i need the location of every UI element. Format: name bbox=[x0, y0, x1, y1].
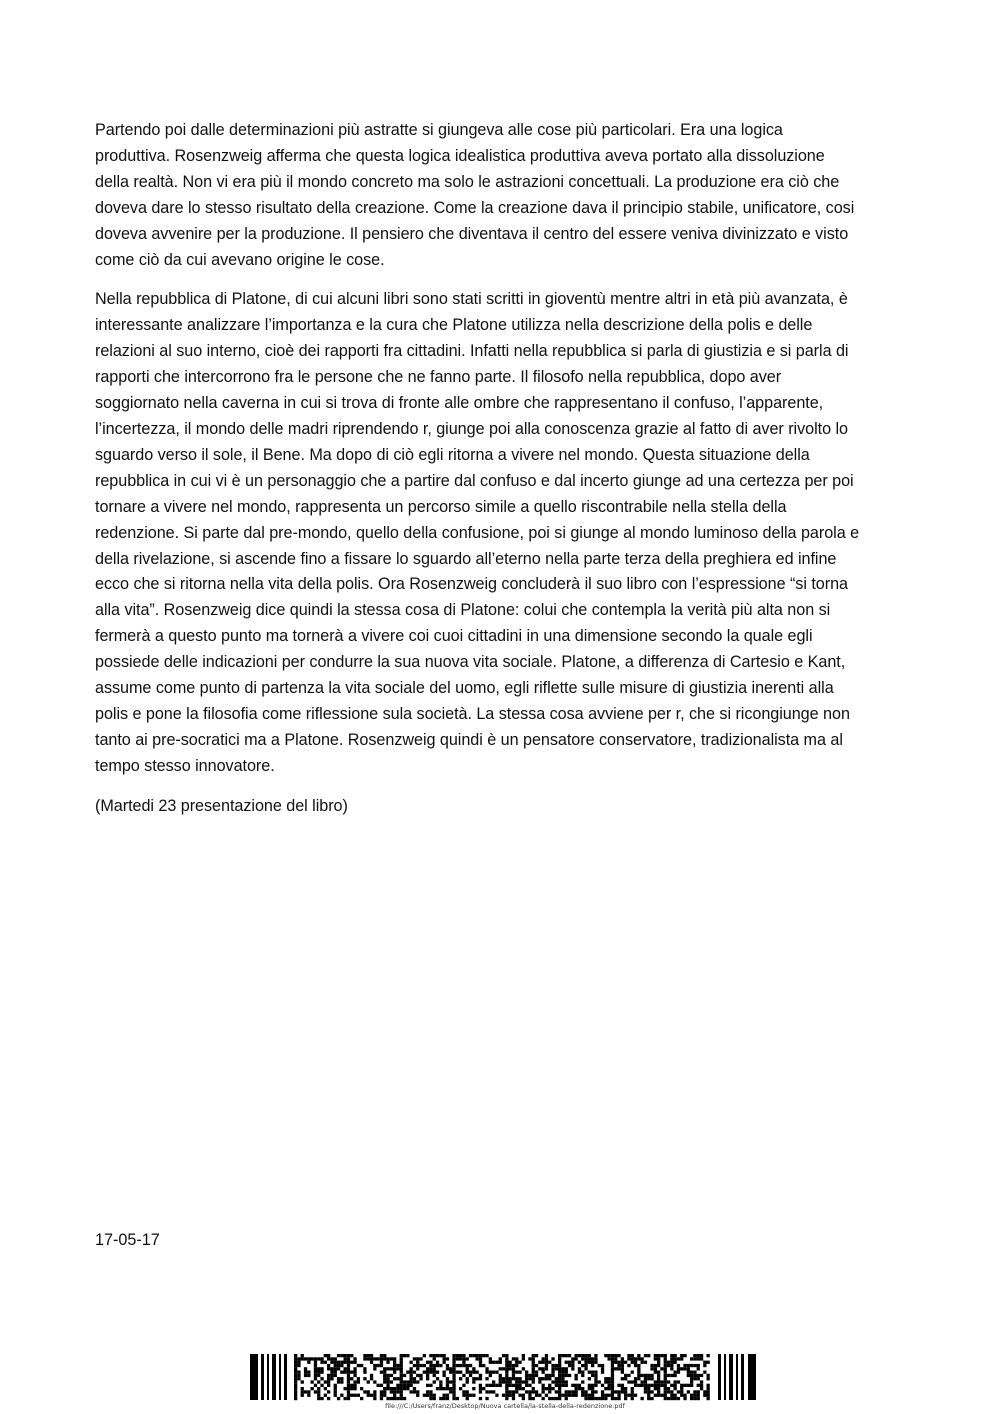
paragraph-3-note bbox=[95, 794, 903, 820]
text-line: redenzione. Si parte dal pre-mondo, quello della confusione, poi si giunge al mondo luminoso della parola e bbox=[95, 523, 860, 542]
text-line: interessante analizzare l’importanza e la cura che Platone utilizza nella descrizione della polis e delle bbox=[95, 316, 813, 335]
text-line: l’incertezza, il mondo delle madri riprendendo r, giunge poi alla conoscenza grazie al fatto di aver rivolto lo bbox=[95, 419, 848, 438]
text-line: tempo stesso innovatore. bbox=[95, 756, 275, 775]
text-line: relazioni al suo interno, cioè dei rapporti fra cittadini. Infatti nella repubblica si parla di giustizia e si parla di bbox=[95, 342, 849, 361]
text-line: ecco che si ritorna nella vita della polis. Ora Rosenzweig concluderà il suo libro con l’espressione “si torna bbox=[95, 575, 848, 594]
paragraph-1 bbox=[95, 118, 903, 273]
text-line: soggiornato nella caverna in cui si trova di fronte alle ombre che rappresentano il confuso, l’apparente, bbox=[95, 394, 824, 413]
text-line: polis e pone la filosofia come riflessione sula società. La stessa cosa avviene per r, che si ricongiunge non bbox=[95, 704, 850, 723]
text-line: fermerà a questo punto ma tornerà a vivere coi cuoi cittadini in una dimensione secondo la quale egli bbox=[95, 627, 813, 646]
text-line: alla vita”. Rosenzweig dice quindi la stessa cosa di Platone: colui che contempla la verità più alta non si bbox=[95, 601, 831, 620]
footer-file-path: file:///C:/Users/franz/Desktop/Nuova cartella/la-stella-della-redenzione.pdf bbox=[385, 1402, 625, 1410]
text-line: della realtà. Non vi era più il mondo concreto ma solo le astrazioni concettuali. La produzione era ciò che bbox=[95, 172, 840, 191]
text-line: tanto ai pre-socratici ma a Platone. Rosenzweig quindi è un pensatore conservatore, tradizionalista ma al bbox=[95, 730, 843, 749]
text-line: doveva avvenire per la produzione. Il pensiero che diventava il centro del essere veniva divinizzato e visto bbox=[95, 224, 849, 243]
text-line: repubblica in cui vi è un personaggio che a partire dal confuso e dal incerto giunge ad una certezza per poi bbox=[95, 471, 854, 490]
text-line: sguardo verso il sole, il Bene. Ma dopo di ciò egli ritorna a vivere nel mondo. Questa situazione della bbox=[95, 445, 810, 464]
document-body bbox=[95, 118, 903, 834]
text-line: rapporti che intercorrono fra le persone che ne fanno parte. Il filosofo nella repubblica, dopo aver bbox=[95, 368, 782, 387]
paragraph-2 bbox=[95, 287, 903, 779]
text-line: possiede delle indicazioni per condurre la sua nuova vita sociale. Platone, a differenza di Cartesio e Kant, bbox=[95, 653, 846, 672]
text-line: (Martedi 23 presentazione del libro) bbox=[95, 796, 348, 815]
text-line: Partendo poi dalle determinazioni più astratte si giungeva alle cose più particolari. Era una logica bbox=[95, 121, 783, 139]
text-line: tornare a vivere nel mondo, rappresenta un percorso simile a quello riscontrabile nella stella della bbox=[95, 497, 787, 516]
text-line: Nella repubblica di Platone, di cui alcuni libri sono stati scritti in gioventù mentre altri in età più avanzata, è bbox=[95, 290, 848, 309]
text-line: produttiva. Rosenzweig afferma che questa logica idealistica produttiva aveva portato alla dissoluzione bbox=[95, 146, 825, 165]
text-line: assume come punto di partenza la vita sociale del uomo, egli riflette sulle misure di giustizia inerenti alla bbox=[95, 679, 834, 698]
text-line: doveva dare lo stesso risultato della creazione. Come la creazione dava il principio stabile, unificatore, cosi bbox=[95, 198, 855, 217]
text-line: come ciò da cui avevano origine le cose. bbox=[95, 250, 385, 269]
text-line: della rivelazione, si ascende fino a fissare lo sguardo all’eterno nella parte terza della preghiera ed infine bbox=[95, 549, 837, 568]
barcode bbox=[250, 1352, 760, 1402]
document-date: 17-05-17 bbox=[95, 1231, 160, 1249]
barcode-graphic bbox=[250, 1352, 760, 1402]
